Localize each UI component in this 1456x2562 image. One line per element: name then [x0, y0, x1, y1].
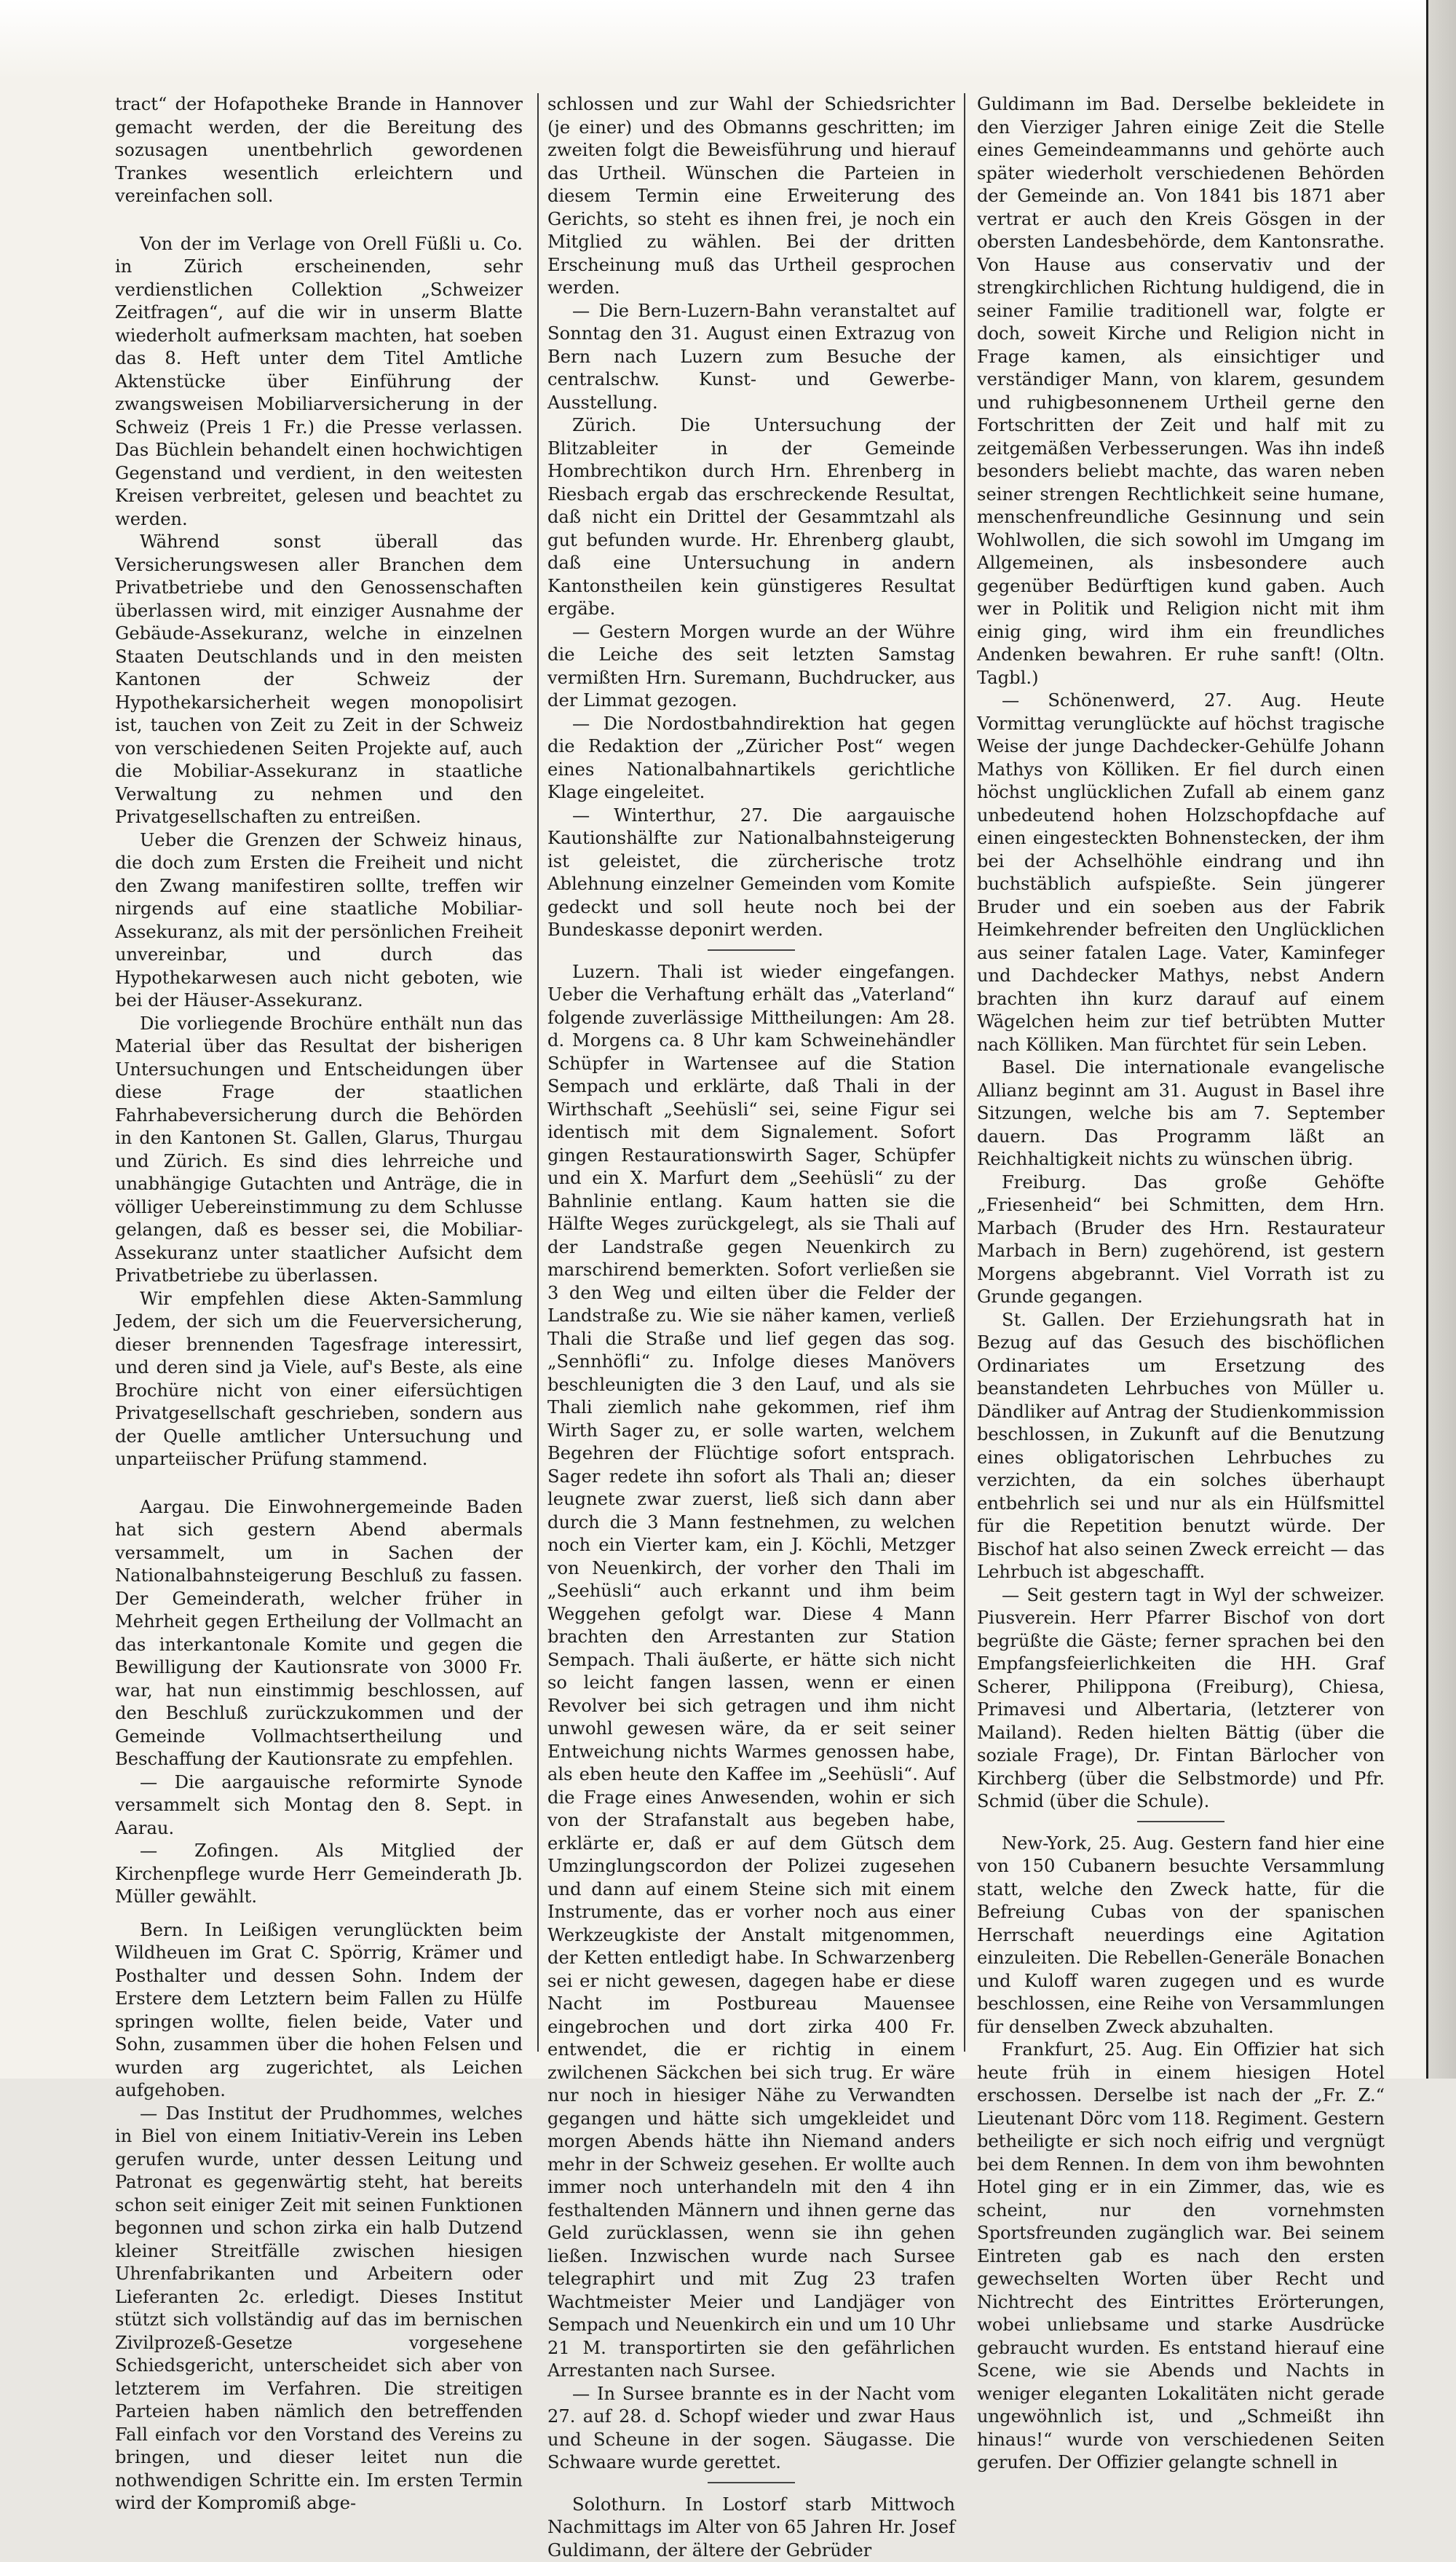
paragraph: Die vorliegende Brochüre enthält nun das Material über das Resultat der bisherigen Untersuchungen und Entscheidungen über diese Frage der staatlichen Fahrhabeversicherung durch die Behörden in den Kantonen St. Gallen, Glarus, Thurgau und Zürich. Es sind dies lehrreiche und unabhängige Gutachten und Anträge, die in völliger Uebereinstimmung zu dem Schlusse gelangen, daß es besser sei, die Mobiliar-Assekuranz unter staatlicher Aufsicht dem Privatbetriebe zu überlassen.: [115, 1013, 523, 1288]
paragraph: — Winterthur, 27. Die aargauische Kautionshälfte zur Nationalbahnsteigerung ist geleistet, die zürcherische trotz Ablehnung einzelner Gemeinden vom Komite gedeckt und soll heute noch bei der Bundeskasse deponirt werden.: [547, 804, 955, 942]
section-separator: [708, 949, 795, 951]
paragraph: — Die Bern-Luzern-Bahn veranstaltet auf Sonntag den 31. August einen Extrazug von Bern nach Luzern zum Besuche der centralschw. Kunst- und Gewerbe-Ausstellung.: [547, 300, 955, 415]
paragraph: — Gestern Morgen wurde an der Wühre die Leiche des seit letzten Samstag vermißten Hrn. Suremann, Buchdrucker, aus der Limmat gezogen.: [547, 621, 955, 713]
paragraph: Ueber die Grenzen der Schweiz hinaus, die doch zum Ersten die Freiheit und nicht den Zwang manifestiren sollte, treffen wir nirgends auf eine staatliche Mobiliar-Assekuranz, als mit der persönlichen Freiheit unvereinbar, und durch das Hypothekarwesen auch nicht geboten, wie bei der Häuser-Assekuranz.: [115, 829, 523, 1013]
paragraph: Freiburg. Das große Gehöfte „Friesenheid“ bei Schmitten, dem Hrn. Marbach (Bruder des Hrn. Restaurateur Marbach in Bern) zugehörend, ist gestern Morgens abgebrannt. Viel Vorrath ist zu Grunde gegangen.: [977, 1171, 1385, 1309]
column-2: [547, 93, 955, 2052]
paragraph: St. Gallen. Der Erziehungsrath hat in Bezug auf das Gesuch des bischöflichen Ordinariates um Ersetzung des beanstandeten Lehrbuches von Müller u. Dändliker auf Antrag der Studienkommission beschlossen, in Zukunft auf die Benutzung eines obligatorischen Lehrbuches zu verzichten, da ein solches überhaupt entbehrlich sei und nur als ein Hülfsmittel für die Repetition benutzt würde. Der Bischof hat also seinen Zweck erreicht — das Lehrbuch ist abgeschafft.: [977, 1309, 1385, 1584]
page-top-margin: [0, 0, 1456, 80]
page-right-edge: [1426, 0, 1456, 2079]
paragraph: tract“ der Hofapotheke Brande in Hannover gemacht werden, der die Bereitung des sozusagen unentbehrlich gewordenen Trankes wesentlich erleichtern und vereinfachen soll.: [115, 93, 523, 208]
paragraph: Guldimann im Bad. Derselbe bekleidete in den Vierziger Jahren einige Zeit die Stelle eines Gemeindeammanns und gehörte auch später wiederholt verschiedenen Behörden der Gemeinde an. Von 1841 bis 1871 aber vertrat er auch den Kreis Gösgen in der obersten Landesbehörde, dem Kantonsrathe. Von Hause aus conservativ und der strengkirchlichen Richtung huldigend, die in seiner Familie traditionell war, folgte er doch, soweit Kirche und Religion nicht in Frage kamen, als einsichtiger und verständiger Mann, von klarem, gesundem und ruhigbesonnenem Urtheil gerne den Fortschritten der Zeit und half mit zu zeitgemäßen Verbesserungen. Was ihn indeß besonders beliebt machte, das waren neben seiner strengen Rechtlichkeit seine humane, menschenfreundliche Gesinnung und sein Wohlwollen, die sich sowohl im Umgang im Allgemeinen, als insbesondere auch gegenüber Bedürftigen kund gaben. Auch wer in Politik und Religion nicht mit ihm einig ging, wird ihm ein freundliches Andenken bewahren. Er ruhe sanft! (Oltn. Tagbl.): [977, 93, 1385, 689]
paragraph: — Seit gestern tagt in Wyl der schweizer. Piusverein. Herr Pfarrer Bischof von dort begrüßte die Gäste; ferner sprachen bei den Empfangsfeierlichkeiten die HH. Graf Scherer, Philippona (Freiburg), Chiesa, Primavesi und Albertaria, (letzterer von Mailand). Reden hielten Bättig (über die soziale Frage), Dr. Fintan Bärlocher von Kirchberg (über die Selbstmorde) und Pfr. Schmid (über die Schule).: [977, 1584, 1385, 1814]
paragraph: Wir empfehlen diese Akten-Sammlung Jedem, der sich um die Feuerversicherung, dieser brennenden Tagesfrage interessirt, und deren sind ja Viele, auf's Beste, als eine Brochüre nicht von einer eifersüchtigen Privatgesellschaft geschrieben, sondern aus der Quelle amtlicher Untersuchung und unparteiischer Prüfung stammend.: [115, 1288, 523, 1471]
section-separator: [1137, 1821, 1224, 1822]
paragraph: Solothurn. In Lostorf starb Mittwoch Nachmittags im Alter von 65 Jahren Hr. Josef Guldimann, der ältere der Gebrüder: [547, 2494, 955, 2562]
paragraph: Basel. Die internationale evangelische Allianz beginnt am 31. August in Basel ihre Sitzungen, welche bis am 7. September dauern. Das Programm läßt an Reichhaltigkeit nichts zu wünschen übrig.: [977, 1056, 1385, 1171]
paragraph: New-York, 25. Aug. Gestern fand hier eine von 150 Cubanern besuchte Versammlung statt, welche den Zweck hatte, für die Befreiung Cubas von der spanischen Herrschaft neuerdings eine Agitation einzuleiten. Die Rebellen-Generäle Bonachen und Kuloff waren zugegen und es wurde beschlossen, eine Reihe von Versammlungen für denselben Zweck abzuhalten.: [977, 1832, 1385, 2039]
paragraph: Während sonst überall das Versicherungswesen aller Branchen dem Privatbetriebe und den Genossenschaften überlassen wird, mit einziger Ausnahme der Gebäude-Assekuranz, welche in einzelnen Staaten Deutschlands und in den meisten Kantonen der Schweiz der Hypothekarsicherheit wegen monopolisirt ist, tauchen von Zeit zu Zeit in der Schweiz von verschiedenen Seiten Projekte auf, auch die Mobiliar-Assekuranz in staatliche Verwaltung zu nehmen und den Privatgesellschaften zu entreißen.: [115, 531, 523, 829]
paragraph: — In Sursee brannte es in der Nacht vom 27. auf 28. d. Schopf wieder und zwar Haus und Scheune in der sogen. Säugasse. Die Schwaare wurde gerettet.: [547, 2383, 955, 2475]
paragraph: — Das Institut der Prudhommes, welches in Biel von einem Initiativ-Verein ins Leben gerufen wurde, unter dessen Leitung und Patronat es gegenwärtig steht, hat bereits schon seit einiger Zeit mit seinen Funktionen begonnen und schon zirka ein halb Dutzend kleiner Streitfälle zwischen hiesigen Uhrenfabrikanten und Arbeitern oder Lieferanten 2c. erledigt. Dieses Institut stützt sich vollständig auf das im bernischen Zivilprozeß-Gesetze vorgesehene Schiedsgericht, unterscheidet sich aber von letzterem im Verfahren. Die streitigen Parteien haben nämlich den betreffenden Fall einfach vor den Vorstand des Vereins zu bringen, und dieser leitet nun die nothwendigen Schritte ein. Im ersten Termin wird der Kompromiß abge-: [115, 2103, 523, 2515]
paragraph: — Schönenwerd, 27. Aug. Heute Vormittag verunglückte auf höchst tragische Weise der junge Dachdecker-Gehülfe Johann Mathys von Kölliken. Er fiel durch einen höchst unglücklichen Zufall ab einem ganz unbedeutend hohen Holzschopfdache auf einen eingesteckten Bohnenstecken, der ihm bei der Achselhöhle eindrang und ihn buchstäblich aufspießte. Sein jüngerer Bruder und ein soeben aus der Fabrik Heimkehrender befreiten den Unglücklichen aus seiner fatalen Lage. Vater, Kaminfeger und Dachdecker Mathys, nebst Andern brachten ihn kurz darauf auf einem Wägelchen heim zur tief betrübten Mutter nach Kölliken. Man fürchtet für sein Leben.: [977, 689, 1385, 1056]
article-columns: [115, 93, 1385, 2052]
paragraph: — Die aargauische reformirte Synode versammelt sich Montag den 8. Sept. in Aarau.: [115, 1771, 523, 1841]
paragraph: Luzern. Thali ist wieder eingefangen. Ueber die Verhaftung erhält das „Vaterland“ folgende zuverlässige Mittheilungen: Am 28. d. Morgens ca. 8 Uhr kam Schweinehändler Schüpfer in Wartensee auf die Station Sempach und erklärte, daß Thali in der Wirthschaft „Seehüsli“ sei, seine Figur sei identisch mit dem Signalement. Sofort gingen Restaurationswirth Sager, Schüpfer und ein X. Marfurt dem „Seehüsli“ zu der Bahnlinie entlang. Kaum hatten sie die Hälfte Weges zurückgelegt, als sie Thali auf der Landstraße gegen Neuenkirch zu marschirend bemerkten. Sofort verließen sie 3 den Weg und eilten über die Felder der Landstraße zu. Wie sie näher kamen, verließ Thali die Straße und lief gegen das sog. „Sennhöfli“ zu. Infolge dieses Manövers beschleunigten die 3 den Lauf, und als sie Thali ziemlich nahe gekommen, rief ihm Wirth Sager zu, er solle warten, welchem Begehren der Flüchtige sofort entsprach. Sager redete ihn sofort als Thali an; dieser leugnete zwar zuerst, ließ sich dann aber durch die 3 Mann festnehmen, zu welchen noch ein Vierter kam, ein J. Köchli, Metzger von Neuenkirch, der vorher den Thali im „Seehüsli“ auch erkannt und ihm beim Weggehen gefolgt war. Diese 4 Mann brachten den Arrestanten zur Station Sempach. Thali äußerte, er hätte sich nicht so leicht fangen lassen, wenn er einen Revolver bei sich getragen und ihm nicht unwohl gewesen wäre, da er seit seiner Entweichung nichts Warmes genossen habe, als eben heute den Kaffee im „Seehüsli“. Auf die Frage eines Anwesenden, wohin er sich von der Strafanstalt aus begeben habe, erklärte er, daß er auf dem Gütsch dem Umzinglungscordon der Polizei zugesehen und dann auf einem Steine sich mit einem Instrumente, das er vorher noch aus einer Werkzeugkiste der Anstalt mitgenommen, der Ketten entledigt habe. In Schwarzenberg sei er nicht gewesen, dagegen habe er diese Nacht im Postbureau Mauensee eingebrochen und dort zirka 400 Fr. entwendet, die er richtig in einem zwilchenen Säckchen bei sich trug. Er wäre nur noch in hiesiger Nähe zu Verwandten gegangen und hätte sich umgekleidet und morgen Abends hätte ihn Niemand anders mehr in der Schweiz gesehen. Er wollte auch immer noch unterhandeln mit den 4 ihn festhaltenden Männern und ihnen gerne das Geld zurücklassen, wenn sie ihn gehen ließen. Inzwischen wurde nach Sursee telegraphirt und mit Zug 23 trafen Wachtmeister Meier und Landjäger von Sempach und Neuenkirch ein und um 10 Uhr 21 M. transportirten sie den gefährlichen Arrestanten nach Sursee.: [547, 961, 955, 2383]
paragraph: — Die Nordostbahndirektion hat gegen die Redaktion der „Züricher Post“ wegen eines Nationalbahnartikels gerichtliche Klage eingeleitet.: [547, 713, 955, 804]
paragraph: Bern. In Leißigen verunglückten beim Wildheuen im Grat C. Spörrig, Krämer und Posthalter und dessen Sohn. Indem der Erstere dem Letztern beim Fallen zu Hülfe springen wollte, fielen beide, Vater und Sohn, zusammen über die hohen Felsen und wurden arg zugerichtet, als Leichen aufgehoben.: [115, 1919, 523, 2103]
section-separator: [708, 2482, 795, 2483]
paragraph: Von der im Verlage von Orell Füßli u. Co. in Zürich erscheinenden, sehr verdienstlichen Collektion „Schweizer Zeitfragen“, auf die wir in unserm Blatte wiederholt aufmerksam machten, hat soeben das 8. Heft unter dem Titel Amtliche Aktenstücke über Einführung der zwangsweisen Mobiliarversicherung in der Schweiz (Preis 1 Fr.) die Presse verlassen. Das Büchlein behandelt einen hochwichtigen Gegenstand und verdient, in den weitesten Kreisen verbreitet, gelesen und beachtet zu werden.: [115, 233, 523, 531]
paragraph: schlossen und zur Wahl der Schiedsrichter (je einer) und des Obmanns geschritten; im zweiten folgt die Beweisführung und hierauf das Urtheil. Wünschen die Parteien in diesem Termin eine Erweiterung des Gerichts, so steht es ihnen frei, je noch ein Mitglied zu wählen. Bei der dritten Erscheinung muß das Urtheil gesprochen werden.: [547, 93, 955, 300]
paragraph: Zürich. Die Untersuchung der Blitzableiter in der Gemeinde Hombrechtikon durch Hrn. Ehrenberg in Riesbach ergab das erschreckende Resultat, daß nicht ein Drittel der Gesammtzahl als gut befunden wurde. Hr. Ehrenberg glaubt, daß eine Untersuchung in andern Kantonstheilen kein günstigeres Resultat ergäbe.: [547, 414, 955, 621]
column-3: [977, 93, 1385, 2052]
paragraph: Frankfurt, 25. Aug. Ein Offizier hat sich heute früh in einem hiesigen Hotel erschossen. Derselbe ist nach der „Fr. Z.“ Lieutenant Dörc vom 118. Regiment. Gestern betheiligte er sich noch eifrig und vergnügt bei dem Rennen. In dem von ihm bewohnten Hotel ging er in ein Zimmer, das, wie es scheint, nur den vornehmsten Sportsfreunden zugänglich war. Bei seinem Eintreten gab es nach den ersten gewechselten Worten über Recht und Nichtrecht des Eintrittes Erörterungen, wobei unliebsame und starke Ausdrücke gebraucht wurden. Es entstand hierauf eine Scene, wie sie Abends und Nachts in weniger eleganten Lokalitäten nicht gerade ungewöhnlich ist, und „Schmeißt ihn hinaus!“ wurde von verschiedenen Seiten gerufen. Der Offizier gelangte schnell in: [977, 2039, 1385, 2475]
paragraph: Aargau. Die Einwohnergemeinde Baden hat sich gestern Abend abermals versammelt, um in Sachen der Nationalbahnsteigerung Beschluß zu fassen. Der Gemeinderath, welcher früher in Mehrheit gegen Ertheilung der Vollmacht an das interkantonale Komite und gegen die Bewilligung der Kautionsrate von 3000 Fr. war, hat nun einstimmig beschlossen, auf den Beschluß zurückzukommen und der Gemeinde Vollmachtsertheilung und Beschaffung der Kautionsrate zu empfehlen.: [115, 1496, 523, 1771]
column-1: [115, 93, 523, 2052]
paragraph: — Zofingen. Als Mitglied der Kirchenpflege wurde Herr Gemeinderath Jb. Müller gewählt.: [115, 1840, 523, 1909]
